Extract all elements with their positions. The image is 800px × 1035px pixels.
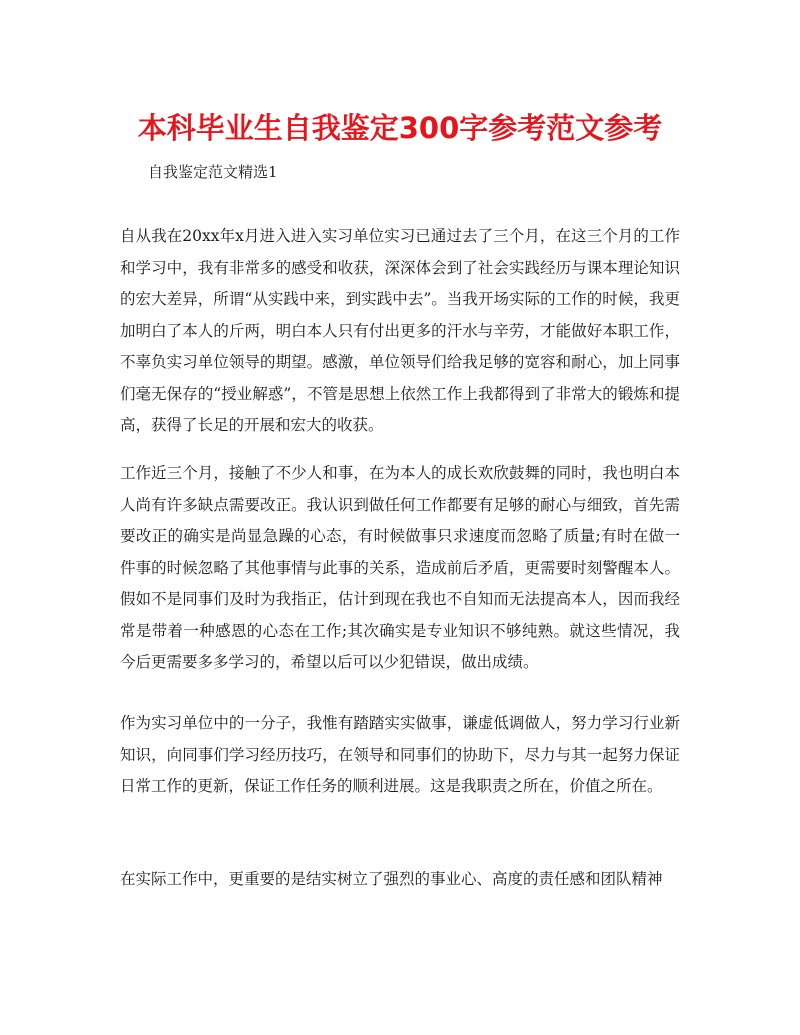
section-subtitle: 自我鉴定范文精选1	[148, 163, 278, 181]
document-title: 本科毕业生自我鉴定300字参考范文参考	[137, 111, 663, 145]
paragraph-4: 在实际工作中，更重要的是结实树立了强烈的事业心、高度的责任感和团队精神	[120, 870, 663, 888]
paragraph-1: 自从我在20xx年x月进入进入实习单位实习已通过去了三个月，在这三个月的工作和学习中，我有非常多的感受和收获，深深体会到了社会实践经历与课本理论知识的宏大差异，所谓“从实践中来，到实践中去”。当我开场实际的工作的时候，我更加明白了本人的斤两，明白本人只有付出更多的汗水与辛劳，才能做好本职工作，不辜负实习单位领导的期望。感激，单位领导们给我足够的宽容和耐心，加上同事们毫无保存的“授业解惑”，不管是思想上依然工作上我都得到了非常大的锻炼和提高，获得了长足的开展和宏大的收获。	[120, 227, 680, 434]
paragraph-2: 工作近三个月，接触了不少人和事，在为本人的成长欢欣鼓舞的同时，我也明白本人尚有许多缺点需要改正。我认识到做任何工作都要有足够的耐心与细致，首先需要改正的确实是尚显急躁的心态，有时候做事只求速度而忽略了质量;有时在做一件事的时候忽略了其他事情与此事的关系，造成前后矛盾，更需要时刻警醒本人。假如不是同事们及时为我指正，估计到现在我也不自知而无法提高本人，因而我经常是带着一种感恩的心态在工作;其次确实是专业知识不够纯熟。就这些情况，我今后更需要多多学习的，希望以后可以少犯错误，做出成绩。	[120, 464, 680, 671]
paragraph-3: 作为实习单位中的一分子，我惟有踏踏实实做事，谦虚低调做人，努力学习行业新知识，向同事们学习经历技巧，在领导和同事们的协助下，尽力与其一起努力保证日常工作的更新，保证工作任务的顺利进展。这是我职责之所在，价值之所在。	[120, 714, 680, 795]
